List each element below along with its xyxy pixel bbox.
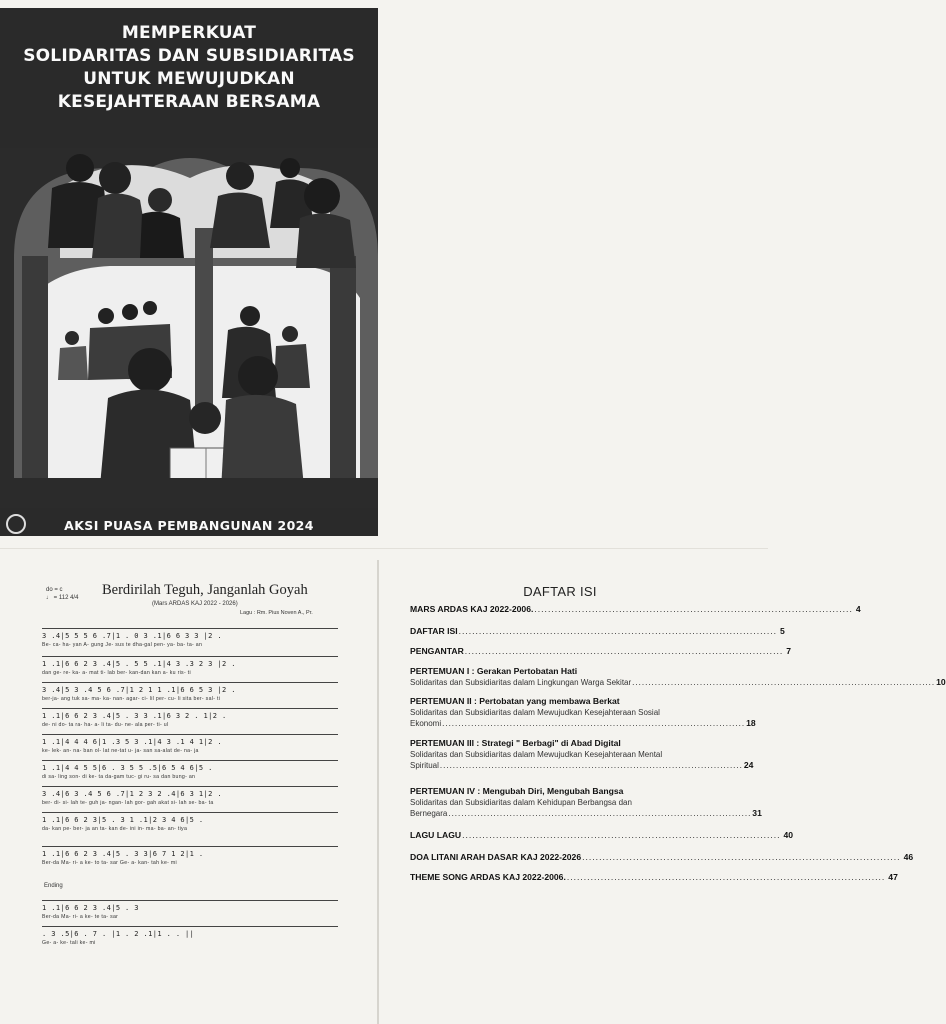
toc-entry-label: PERTEMUAN II : Pertobatan yang membawa Berkat [410,696,620,706]
toc-leader-dots: .............................................................................................. [458,626,778,636]
toc-entry-label: DAFTAR ISI [410,626,458,636]
toc-leader-dots: .............................................................................................. [439,761,743,770]
staff-lyrics: Be- ca- ha- yan A- gung Je- sus te dha-gal pen- ya- ba- ta- an [42,642,203,648]
toc-leader-dots: .............................................................................................. [566,872,886,882]
staff-notes: 1 .1|4 4 4 6|1 .3 5 3 .1|4 3 .1 4 1|2 . [42,738,222,746]
cover-illustration [0,148,378,508]
toc-leader-dots: .............................................................................................. [442,719,746,728]
toc-entry[interactable] [410,872,898,883]
song-staff-row [42,734,338,756]
song-staff-row [42,760,338,782]
toc-entry-label: THEME SONG ARDAS KAJ 2022-2006. [410,872,566,882]
song-staff-row [42,900,338,922]
staff-line [42,846,338,847]
staff-lyrics: Ge- a- ke- tali ke- mi [42,940,96,946]
song-composer: Lagu : Rm. Pius Noven A., Pr. [240,610,313,616]
toc-entry[interactable] [410,738,754,771]
toc-entry-label: LAGU LAGU [410,830,462,840]
toc-leader-dots: .............................................................................................. [464,646,784,656]
staff-notes: 1 .1|4 4 5 5|6 . 3 5 5 .5|6 5 4 6|5 . [42,764,213,772]
toc-leader-dots: .............................................................................................. [534,604,853,614]
toc-entry-description: Solidaritas dan Subsidiaritas dalam Kehidupan Berbangsa dan [410,798,632,807]
cover-title-line: UNTUK MEWUJUDKAN [83,69,295,89]
toc-entry[interactable] [410,786,762,819]
cover-title-line: MEMPERKUAT [121,23,257,43]
staff-notes: 3 .4|5 3 .4 5 6 .7|1 2 1 1 .1|6 6 5 3 |2 . [42,686,236,694]
staff-lyrics: ber- di- si- lah te- guh ja- ngan- lah gor- gah akat si- lah se- ba- ta [42,800,214,806]
song-staff-row [42,786,338,808]
staff-notes: 1 .1|6 6 2 3 .4|5 . 5 5 .1|4 3 .3 2 3 |2 . [42,660,236,668]
toc-entry-page: 4 [855,604,861,614]
page-fold-vertical [377,560,379,1024]
staff-lyrics: de- ni do- ta ra- ha- a- li ta- du- ne- ala per- ti- ul [42,722,169,728]
song-staff-row [42,708,338,730]
staff-notes: 1 .1|6 6 2 3|5 . 3 1 .1|2 3 4 6|5 . [42,816,204,824]
staff-notes: 1 .1|6 6 2 3 .4|5 . 3 [42,904,139,912]
song-staff-row [42,628,338,650]
staff-line [42,760,338,761]
toc-entry-description: Spiritual [410,761,439,770]
cover-footer: AKSI PUASA PEMBANGUNAN 2024 [64,518,314,533]
toc-heading: DAFTAR ISI [523,584,597,599]
table-of-contents [410,578,946,1008]
toc-entry-description: Solidaritas dan Subsidiaritas dalam Lingkungan Warga Sekitar [410,678,632,687]
staff-notes: 1 .1|6 6 2 3 .4|5 . 3 3 .1|6 3 2 . 1|2 . [42,712,227,720]
song-staff-row [42,846,338,868]
toc-entry-page: 47 [888,872,898,882]
staff-notes: 1 .1|6 6 2 3 .4|5 . 3 3|6 7 1 2|1 . [42,850,204,858]
toc-entry-description: Ekonomi [410,719,442,728]
staff-lyrics: dan ge- re- ka- a- mat ti- lab ber- kan-dan kan a- ku ris- ti [42,670,191,676]
staff-line [42,708,338,709]
toc-entry-description: Bernegara [410,809,448,818]
staff-lyrics: di sa- ling son- di ke- ta da-gam tuc- gi ru- sa dan bung- an [42,774,196,780]
song-staff-row [42,812,338,834]
toc-entry[interactable] [410,604,861,615]
staff-lyrics: ke- lek- an- na- ban ol- lat ne-tat u- ja- san sa-alat de- na- ja [42,748,199,754]
booklet-cover [0,8,378,536]
staff-line [42,734,338,735]
toc-leader-dots: .............................................................................................. [462,830,781,840]
song-staff-row [42,682,338,704]
toc-entry[interactable] [410,852,914,863]
toc-entry-label: MARS ARDAS KAJ 2022-2006. [410,604,534,614]
toc-entry-page: 40 [783,830,794,840]
staff-line [42,656,338,657]
cover-title [0,22,378,114]
staff-notes: . 3 .5|6 . 7 . |1 . 2 .1|1 . . || [42,930,195,938]
toc-entry-label: PENGANTAR [410,646,464,656]
song-staff-row [42,926,338,948]
staff-lyrics: ber-ja- ang tuk sa- ma- ka- nan- agar- ci- lil per- cu- li sita ber- sal- ti [42,696,221,702]
toc-entry-page: 18 [746,718,756,728]
toc-entry-page: 7 [786,646,792,656]
song-tempo: do = c ♩ = 112 4/4 [46,587,79,601]
staff-line [42,926,338,927]
staff-lyrics: Ber-da Ma- ri- a ke- to ta- sar Ge- a- kan- tah ke- mi [42,860,177,866]
toc-entry-page: 24 [743,760,754,770]
toc-entry[interactable] [410,830,794,841]
toc-entry-label: PERTEMUAN I : Gerakan Pertobatan Hati [410,666,578,676]
toc-leader-dots: .............................................................................................. [632,678,936,687]
staff-notes: 3 .4|5 5 5 6 .7|1 . 0 3 .1|6 6 3 3 |2 . [42,632,222,640]
toc-entry[interactable] [410,696,756,729]
song-subtitle: (Mars ARDAS KAJ 2022 - 2026) [152,601,238,607]
toc-entry-page: 10 [936,677,946,687]
toc-entry-label: PERTEMUAN IV : Mengubah Diri, Mengubah Bangsa [410,786,624,796]
cover-title-line: SOLIDARITAS DAN SUBSIDIARITAS [23,46,355,66]
toc-entry[interactable] [410,626,785,637]
staff-line [42,628,338,629]
toc-entry-page: 5 [780,626,785,636]
song-sheet [40,578,350,1018]
song-ending-label: Ending [44,883,63,889]
toc-entry-page: 46 [903,852,914,862]
song-title: Berdirilah Teguh, Janganlah Goyah [102,582,308,598]
staff-lyrics: Ber-da Ma- ri- a ke- te ta- sar [42,914,119,920]
toc-leader-dots: .............................................................................................. [448,809,752,818]
toc-entry[interactable] [410,666,946,688]
staff-line [42,786,338,787]
toc-entry-description: Solidaritas dan Subsidiaritas dalam Mewujudkan Kesejahteraan Sosial [410,708,660,717]
toc-entry-label: PERTEMUAN III : Strategi " Berbagi" di Abad Digital [410,738,621,748]
toc-leader-dots: .............................................................................................. [582,852,901,862]
staff-line [42,900,338,901]
toc-entry-page: 31 [752,808,762,818]
toc-entry-description: Solidaritas dan Subsidiaritas dalam Mewujudkan Kesejahteraan Mental [410,750,663,759]
staff-line [42,812,338,813]
song-staff-row [42,656,338,678]
staff-line [42,682,338,683]
staff-notes: 3 .4|6 3 .4 5 6 .7|1 2 3 2 .4|6 3 1|2 . [42,790,222,798]
staff-lyrics: da- kan pe- ber- ja an ta- kan de- ini in- ma- ba- an- tiya [42,826,188,832]
toc-entry[interactable] [410,646,792,657]
page-fold-horizontal [0,548,768,549]
cover-title-line: KESEJAHTERAAN BERSAMA [57,92,321,112]
toc-entry-label: DOA LITANI ARAH DASAR KAJ 2022-2026 [410,852,582,862]
